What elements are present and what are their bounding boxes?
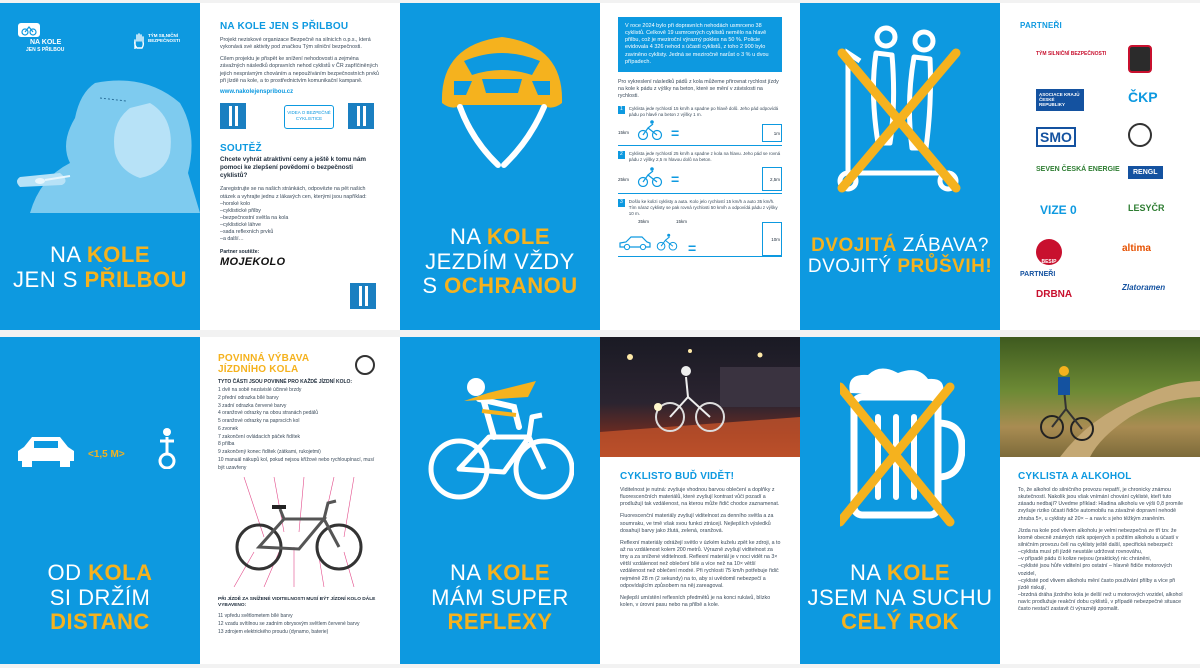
visibility-list [218, 613, 382, 636]
partner-mark: TÝM SILNIČNÍ BEZPEČNOSTI [148, 33, 181, 43]
prize-item: –a další… [220, 236, 244, 243]
cyclist-icon [637, 167, 663, 192]
panel-alcohol [1000, 337, 1200, 664]
partner-logo: SEVEN ČESKÁ ENERGIE [1036, 166, 1120, 173]
equals-icon: = [671, 171, 680, 188]
prize-list [220, 201, 380, 244]
car-icon [618, 235, 652, 256]
brand-subtitle: JEN S PŘILBOU [26, 47, 65, 53]
height-label: 2,5m [762, 167, 782, 191]
cyclist-icon [656, 233, 678, 256]
partner-label: Partner soutěže: [220, 249, 260, 256]
fall-item [618, 151, 782, 193]
speed-label: 15km [618, 130, 630, 136]
partner-logo: SMO [1036, 127, 1076, 147]
list-item: –cyklista musí při jízdě neustále udržovat rovnováhu, [1018, 549, 1143, 556]
list-item: 6 zvonek [218, 425, 239, 432]
speed-label: 25km [618, 176, 630, 182]
panel-distance [0, 337, 200, 664]
stat-lead: Pro vykreslení následků pádů z kola můžeme přirovnat rychlost jízdy na kole k pádu z výšky na beton, které se mění v závislosti na rychlosti. [618, 78, 779, 100]
project-url[interactable]: www.nakolejenspribou.cz [220, 88, 294, 95]
cyclist-reflex-icon [424, 377, 574, 512]
contest-heading: SOUTĚŽ [220, 142, 262, 154]
about-intro: Projekt neziskové organizace Bezpečně na silnicích o.p.s., která vykonává své aktivity pod značkou Tým silniční bezpečnosti. [220, 37, 371, 51]
cyclist-icon [152, 427, 182, 474]
item-text: Došlo ke kolizi cyklisty a auta. Kolo jelo rychlostí 15 km/h a auto 35 km/h. Tím náraz cyklisty se pak rovná rychlosti 50 km/h a odpovídá pádu z výšky 10 m. [628, 198, 778, 216]
panel-partners [1000, 3, 1200, 330]
bicycle-diagram-image [224, 477, 374, 592]
panel-title: NA KOLE JSEM NA SUCHU CELÝ ROK [807, 560, 993, 635]
item-number: 2 [620, 151, 623, 158]
beer-mug-icon [840, 367, 965, 532]
list-item: 10 manuál nákupů kol, pokud nejsou křížové nebo rychloupínací, musí být uzavřeny [218, 456, 375, 471]
partner-logo: MOJEKOLO [220, 256, 286, 269]
crest-icon [1128, 45, 1152, 73]
visibility-subheading: PŘI JÍZDĚ ZA SNÍŽENÉ VIDITELNOSTI MUSÍ BÝT JÍZDNÍ KOLO DÁLE VYBAVENO: [218, 597, 376, 609]
distance-label: <1,5 M> [88, 449, 125, 460]
list-item: 12 vzadu svítilnou se zadním obrysovým světlem červené barvy [218, 620, 360, 627]
alcohol-text [1018, 471, 1184, 613]
stat-box: V roce 2024 bylo při dopravních nehodách usmrceno 38 cyklistů. Celkově 19 usmrcených cyklistů nemělo na hlavě přilbu, což je meziroční výrazný pokles na 50 %. Policie evidovala 4 326 nehod s účastí cyklistů, z toho 2 900 bylo zaviněno cyklisty. Jedná se meziročně narůst o 3 % u dvou případech. [618, 17, 782, 72]
prize-item: –cyklistické přilby [220, 207, 261, 214]
panel-reflexes [400, 337, 600, 664]
list-item: –brzdná dráha jízdního kola je delší než u motorových vozidel, alkohol navíc prodlužuje reakční dobu cyklistů, v případě nebezpečné situace často nestačí zastavit či výrazněji zpomalit. [1018, 591, 1183, 613]
list-item: 4 oranžové odrazky na obou stranách pedálů [218, 410, 319, 417]
panel-statistics [600, 3, 800, 330]
height-label: 10m [762, 222, 782, 256]
qr-code-video-icon[interactable] [348, 103, 374, 129]
item-text: Cyklista jede rychlostí 25 km/h a spadne z kola na hlavu. Jeho pád se rovná pádu z výšky 2,5 m hlavou dolů na beton. [628, 151, 781, 163]
cyclist-icon [637, 120, 663, 145]
about-heading: NA KOLE JEN S PŘILBOU [220, 21, 349, 32]
equals-icon: = [688, 239, 697, 256]
list-item: 3 zadní odrazka červené barvy [218, 402, 287, 409]
partner-logo: BESIP [1036, 239, 1062, 265]
qr-row [220, 101, 380, 135]
partner-logo: Zlatoramen [1122, 283, 1166, 292]
partner-logo: ASOCIACE KRAJŮ ČESKÉ REPUBLIKY [1036, 89, 1084, 111]
emblem-icon [1128, 123, 1152, 147]
list-item: –v případě pádu či kolize nejsou (prakticky) nic chráněni, [1018, 556, 1152, 563]
night-street-photo [600, 337, 800, 457]
list-item: 2 přední odrazka bílé barvy [218, 394, 279, 401]
person-eating-image [0, 63, 200, 218]
brochure-inner-side [0, 337, 1200, 664]
equals-icon: = [671, 124, 680, 141]
partners-heading: PARTNEŘI [1020, 21, 1062, 30]
alcohol-para: To, že alkohol do silničního provozu nepatří, je chronicky známou skutečností. Nakolik jsou však vnímání chování cyklisté, kteří tuto zásadu nedbají? Uvedme příklad: Hladina alkoholu ve výši 0,8 promile zvyšuje riziko účasti řidiče automobilu na závažné dopravní nehodě zhruba 5×, u cyklisty až 20× – a navíc s jeho těžkým zraněním. [1018, 487, 1183, 522]
team-hand-icon [132, 33, 146, 54]
list-item: 1 dvě na sobě nezávislé účinné brzdy [218, 387, 302, 393]
panel-title: DVOJITÁ ZÁBAVA? DVOJITÝ PRŮŠVIH! [807, 235, 993, 278]
visibility-para: Fluorescenční materiály zvyšují viditelnost za denního světla a za soumraku, ve tmě však svou funkci ztrácejí. Nejlepších výsledků dosahují barvy jako žlutá, zelená, oranžová. [620, 513, 774, 534]
car-icon [16, 433, 76, 472]
video-label: VIDEA O BEZPEČNÉ CYKLISTICE [284, 105, 334, 129]
forest-trail-photo [1000, 337, 1200, 457]
list-item: 8 přilba [218, 441, 235, 448]
equipment-subheading: TYTO ČÁSTI JSOU POVINNÉ PRO KAŽDÉ JÍZDNÍ KOLO: [218, 379, 353, 385]
visibility-para: Viditelnost je nutná: zvyšuje vhodnou barvou oblečení a doplňky z fluorescenčních materiálů, které zvyšují kontrast vůči pozadí a prodlužují tak vzdálenost, na kterou může řidič chodce zaznamenat. [620, 487, 780, 508]
list-item: 13 zdrojem elektrického proudu (dynamo, baterie) [218, 628, 329, 635]
panel-alcohol-title [800, 337, 1000, 664]
contest-text: Zaregistrujte se na našich stránkách, odpovězte na pět našich otázek a vyhrajte jednu z lákavých cen, kterými jsou například: [220, 186, 367, 200]
brochure-outer-side [0, 3, 1200, 330]
visibility-heading: CYKLISTO BUĎ VIDĚT! [620, 471, 735, 482]
list-item: –cyklisté pod vlivem alkoholu mění často používání přilby a více při jízdě riskují, [1018, 577, 1176, 591]
list-item: 7 zakončení ovládacích páček řidítek [218, 433, 300, 440]
fall-item [618, 106, 782, 146]
list-item: 9 zakončený konec řidítek (zátkami, rukojetmi) [218, 449, 321, 455]
list-item: 11 vpředu světlometem bílé barvy [218, 613, 293, 619]
visibility-text [620, 471, 782, 609]
partner-logo: LESYČR [1128, 203, 1165, 213]
item-text: Cyklista jede rychlostí 15 km/h a spadne po hlavě dolů. Jeho pád odpovídá pádu po hlavě na beton z výšky 1 m. [628, 106, 779, 118]
list-item: –cyklisté jsou hůře viditelní pro ostatní – hlavně řidiče motorových vozidel, [1018, 563, 1172, 577]
panel-cover [0, 3, 200, 330]
qr-code-contest-icon[interactable] [350, 283, 376, 309]
panel-double-ride [800, 3, 1000, 330]
partner-logo: VIZE 0 [1040, 203, 1077, 217]
alcohol-para: Jízda na kole pod vlivem alkoholu je velmi nebezpečná ze tří tzv. že kromě obecně známých rizik spojených s požitím alkoholu a účastí v silničním provozu čelí na cyklisty ještě další, specifická nebezpečí: [1018, 527, 1179, 548]
contest-question: Chcete vyhrát atraktivní ceny a ještě k tomu nám pomoci ke zlepšení povědomí o bezpečnosti cyklistů? [220, 155, 366, 180]
partner-logo: TÝM SILNIČNÍ BEZPEČNOSTI [1036, 51, 1107, 57]
prize-item: –horské kolo [220, 200, 251, 207]
panel-title: NA KOLE MÁM SUPER REFLEXY [431, 560, 569, 635]
equipment-list [218, 387, 382, 472]
visibility-para: Nejlepší umístění reflexních předmětů je na konci rukávů, blízko kolen, v úrovni pasu nebo na přilbě a kole. [620, 594, 771, 608]
panel-title: NA KOLE JEZDÍM VŽDY S OCHRANOU [422, 224, 578, 299]
height-label: 1m [762, 124, 782, 142]
prize-item: –sada reflexních prvků [220, 229, 274, 236]
panel-equipment [200, 337, 400, 664]
list-item: 5 oranžové odrazky na paprscích kol [218, 418, 300, 424]
alcohol-bullets [1018, 549, 1184, 613]
helmet-icon [432, 25, 572, 180]
brand-name: NA KOLE [30, 39, 62, 46]
partner-logo: DRBNA [1036, 289, 1073, 300]
prize-item: –cyklistické láhve [220, 222, 261, 229]
speed-label: 15km [676, 218, 688, 224]
item-number: 1 [620, 106, 623, 113]
partner-logo: altima [1122, 243, 1151, 254]
alcohol-heading: CYKLISTA A ALKOHOL [1018, 471, 1132, 482]
visibility-para: Reflexní materiály odrážejí světlo v úzkém kuželu zpět ke zdroji, a to až na vzdálenost kolem 200 metrů. Výrazně zvyšují viditelnost za tmy a za snížené viditelnosti. Reflexní materiál je v noci vidět na 3× větší vzdálenost než oblečení bílé a více než na 10× větší vzdálenost než oblečení modré. Při rychlosti 75 km/h potřebuje řidič nejméně 28 m (2 sekundy) na to, aby si uvědomil nebezpečí a odpovídajícím způsobem na něj zareagoval. [620, 539, 781, 589]
panel-title: OD KOLA SI DRŽÍM DISTANC [47, 560, 153, 635]
two-riders-scooter-icon [830, 23, 970, 203]
partner-logo: ČKP [1128, 89, 1158, 105]
panel-helmet [400, 3, 600, 330]
panel-visibility [600, 337, 800, 664]
partner-logo: RENGL [1128, 166, 1163, 179]
item-number: 3 [620, 198, 623, 205]
equipment-heading: POVINNÁ VÝBAVA JÍZDNÍHO KOLA [218, 353, 310, 375]
panel-about [200, 3, 400, 330]
prize-item: –bezpečnostní světla na kola [220, 214, 289, 221]
speed-label: 35km [638, 218, 650, 224]
panel-title: NA KOLE JEN S PŘILBOU [13, 242, 187, 292]
fall-item [618, 199, 782, 257]
partners-subheading: PARTNEŘI [1020, 271, 1056, 278]
about-goal: Cílem projektu je přispět ke snížení nehodovosti a zejména závažných následků dopravních nehod cyklistů v ČR zapříčiněných jejich nesprávným chováním a nepoužíváním bezpečnostních prvků při jízdě na kole, a to prostřednictvím komunikační kampaně. [220, 56, 379, 84]
emblem-icon [355, 355, 375, 375]
qr-code-icon[interactable] [220, 103, 246, 129]
